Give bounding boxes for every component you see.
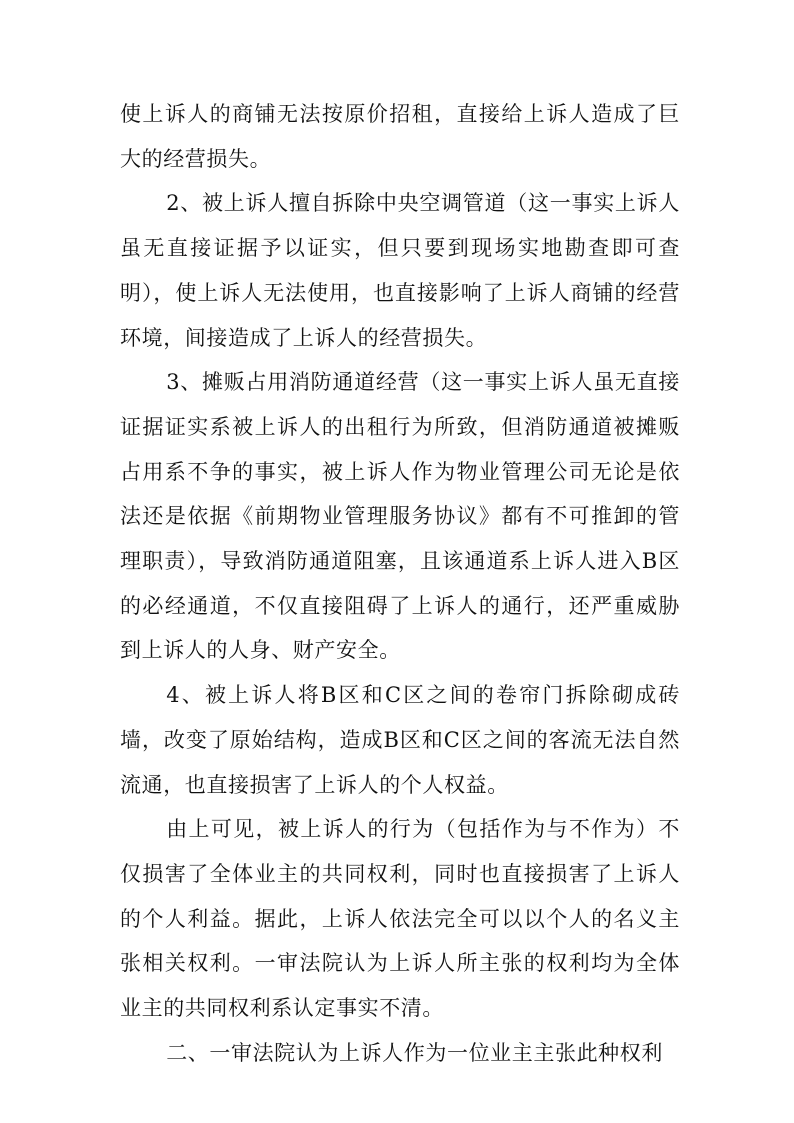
paragraph-item-4: 4、被上诉人将B区和C区之间的卷帘门拆除砌成砖墙，改变了原始结构，造成B区和C区之间的客流无法自然流通，也直接损害了上诉人的个人权益。 <box>120 683 680 797</box>
paragraph-conclusion: 由上可见，被上诉人的行为（包括作为与不作为）不仅损害了全体业主的共同权利，同时也直接损害了上诉人的个人利益。据此，上诉人依法完全可以以个人的名义主张相关权利。一审法院认为上诉人所主张的权利均为全体业主的共同权利系认定事实不清。 <box>120 817 680 1021</box>
paragraph-continuation: 使上诉人的商铺无法按原价招租，直接给上诉人造成了巨大的经营损失。 <box>120 102 680 171</box>
paragraph-item-3: 3、摊贩占用消防通道经营（这一事实上诉人虽无直接证据证实系被上诉人的出租行为所致，但消防通道被摊贩占用系不争的事实，被上诉人作为物业管理公司无论是依法还是依据《前期物业管理服务协议》都有不可推卸的管理职责），导致消防通道阻塞，且该通道系上诉人进入B区的必经通道，不仅直接阻碍了上诉人的通行，还严重威胁到上诉人的人身、财产安全。 <box>120 370 680 663</box>
document-body <box>120 92 680 1075</box>
paragraph-section-two: 二、一审法院认为上诉人作为一位业主主张此种权利 <box>166 1040 663 1065</box>
paragraph-item-2: 2、被上诉人擅自拆除中央空调管道（这一事实上诉人虽无直接证据予以证实，但只要到现场实地勘查即可查明），使上诉人无法使用，也直接影响了上诉人商铺的经营环境，间接造成了上诉人的经营损失。 <box>120 191 680 350</box>
